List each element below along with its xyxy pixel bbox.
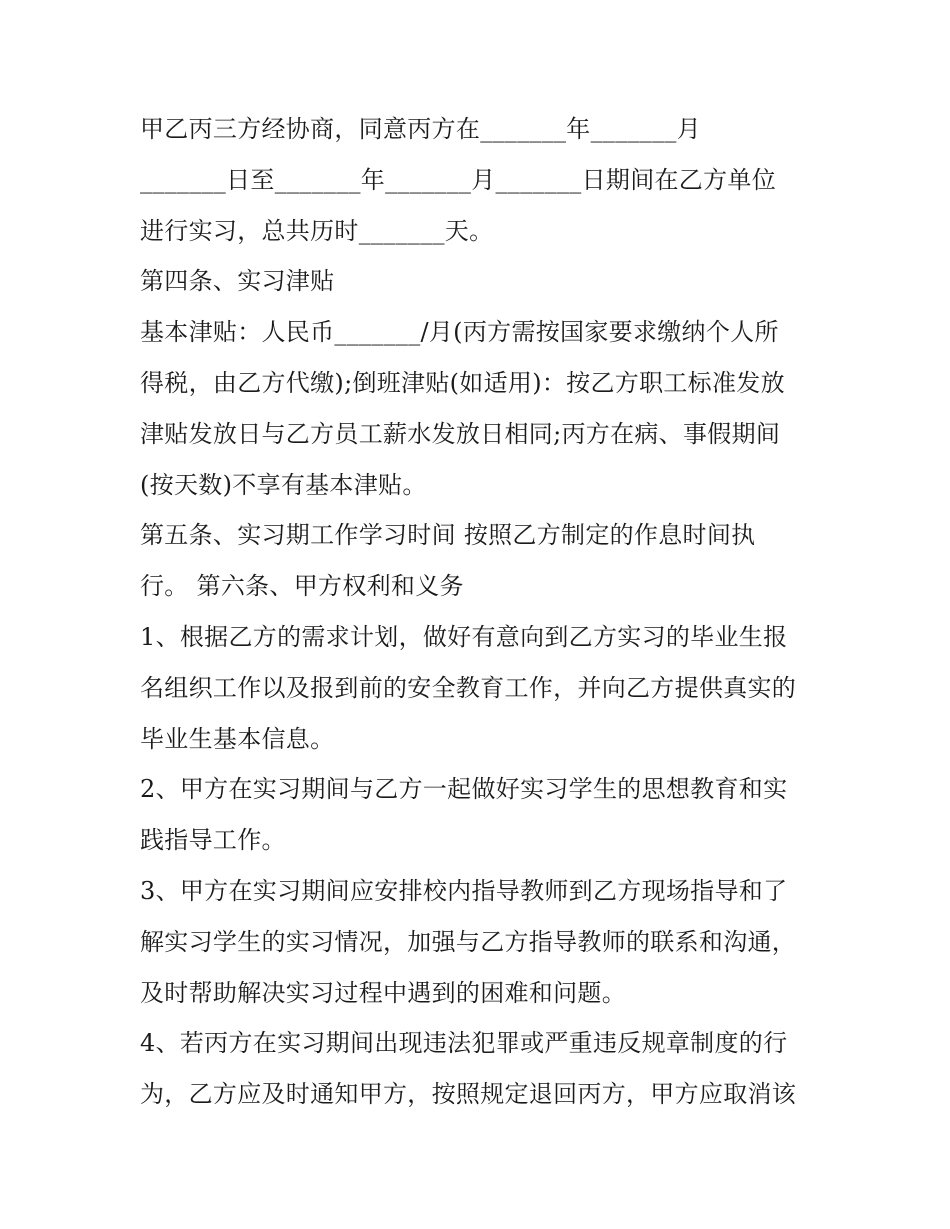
text-line: (按天数)不享有基本津贴。 bbox=[140, 471, 427, 499]
text-line: 毕业生基本信息。 bbox=[140, 725, 335, 753]
list-item: 1、根据乙方的需求计划，做好有意向到乙方实习的毕业生报 bbox=[140, 623, 788, 651]
text-line: 津贴发放日与乙方员工薪水发放日相同;丙方在病、事假期间 bbox=[140, 420, 781, 448]
text-line: 进行实习，总共历时_______天。 bbox=[140, 217, 494, 245]
text-line: 得税，由乙方代缴);倒班津贴(如适用)：按乙方职工标准发放 bbox=[140, 369, 785, 397]
text-line: 行。 第六条、甲方权利和义务 bbox=[140, 572, 464, 600]
text-line: 践指导工作。 bbox=[140, 826, 286, 854]
text-line: 名组织工作以及报到前的安全教育工作，并向乙方提供真实的 bbox=[140, 674, 797, 702]
text-line: 为，乙方应及时通知甲方，按照规定退回丙方，甲方应取消该 bbox=[140, 1080, 797, 1108]
list-item: 3、甲方在实习期间应安排校内指导教师到乙方现场指导和了 bbox=[140, 877, 788, 905]
text-line: 及时帮助解决实习过程中遇到的困难和问题。 bbox=[140, 979, 626, 1007]
text-line: _______日至_______年_______月_______日期间在乙方单位 bbox=[140, 166, 776, 194]
text-line: 第五条、实习期工作学习时间 按照乙方制定的作息时间执 bbox=[140, 521, 756, 549]
text-line: 基本津贴：人民币_______/月(丙方需按国家要求缴纳个人所 bbox=[140, 318, 779, 346]
text-line: 甲乙丙三方经协商，同意丙方在_______年_______月 bbox=[140, 115, 701, 143]
section-heading: 第四条、实习津贴 bbox=[140, 267, 335, 295]
list-item: 2、甲方在实习期间与乙方一起做好实习学生的思想教育和实 bbox=[140, 775, 788, 803]
list-item: 4、若丙方在实习期间出现违法犯罪或严重违反规章制度的行 bbox=[140, 1029, 788, 1057]
text-line: 解实习学生的实习情况，加强与乙方指导教师的联系和沟通， bbox=[140, 928, 797, 956]
